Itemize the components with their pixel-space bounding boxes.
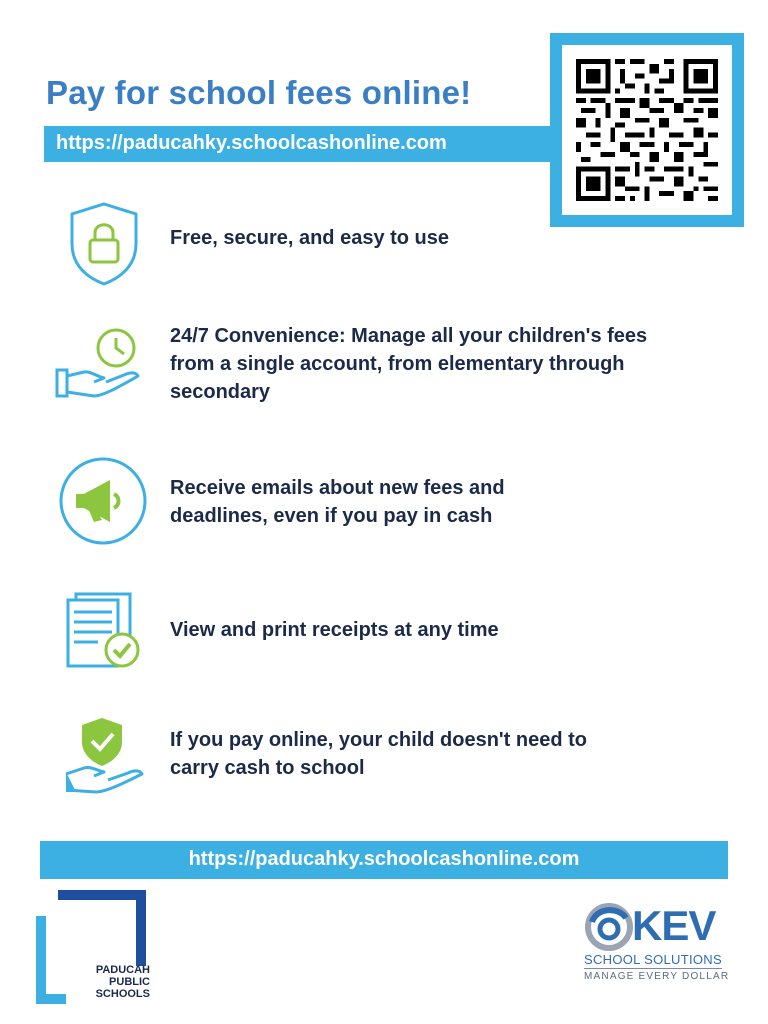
- feature-text-3: [170, 474, 505, 530]
- feature-3-line-1: Receive emails about new fees and: [170, 477, 505, 499]
- vendor-subtitle: SCHOOL SOLUTIONS: [584, 952, 722, 967]
- vendor-divider: [584, 968, 722, 969]
- feature-text-2: [170, 322, 647, 406]
- feature-2-line-2: from a single account, from elementary through: [170, 353, 625, 375]
- qr-code[interactable]: [562, 45, 732, 215]
- feature-text-4: View and print receipts at any time: [170, 619, 499, 641]
- qr-code-frame: [550, 33, 744, 227]
- feature-2-line-3: secondary: [170, 381, 271, 403]
- page-title: Pay for school fees online!: [46, 74, 472, 111]
- url-banner-top: [44, 126, 604, 162]
- district-logo-text: PADUCAH PUBLIC SCHOOLS: [95, 964, 150, 1000]
- kev-swirl-icon: [584, 902, 634, 952]
- feature-3-line-2: deadlines, even if you pay in cash: [170, 505, 493, 527]
- feature-text-5: [170, 726, 587, 782]
- vendor-tagline: MANAGE EVERY DOLLAR: [584, 971, 730, 982]
- url-link-top[interactable]: https://paducahky.schoolcashonline.com: [56, 132, 447, 154]
- district-logo: [36, 888, 156, 1004]
- qr-code-icon: [576, 59, 718, 201]
- url-banner-bottom: [40, 841, 728, 879]
- feature-text-1: Free, secure, and easy to use: [170, 227, 450, 249]
- feature-5-line-2: carry cash to school: [170, 757, 365, 779]
- feature-2-line-1: 24/7 Convenience: Manage all your children's fees: [170, 325, 648, 347]
- vendor-logo: [582, 900, 732, 990]
- url-link-bottom[interactable]: https://paducahky.schoolcashonline.com: [188, 848, 580, 870]
- feature-5-line-1: If you pay online, your child doesn't need to: [170, 729, 588, 751]
- shield-lock-icon: [66, 200, 142, 293]
- hand-shield-icon: [62, 716, 152, 801]
- receipt-check-icon: [62, 590, 144, 677]
- megaphone-icon: [58, 456, 148, 551]
- hand-clock-icon: [54, 326, 144, 411]
- vendor-name: KEV: [632, 902, 716, 949]
